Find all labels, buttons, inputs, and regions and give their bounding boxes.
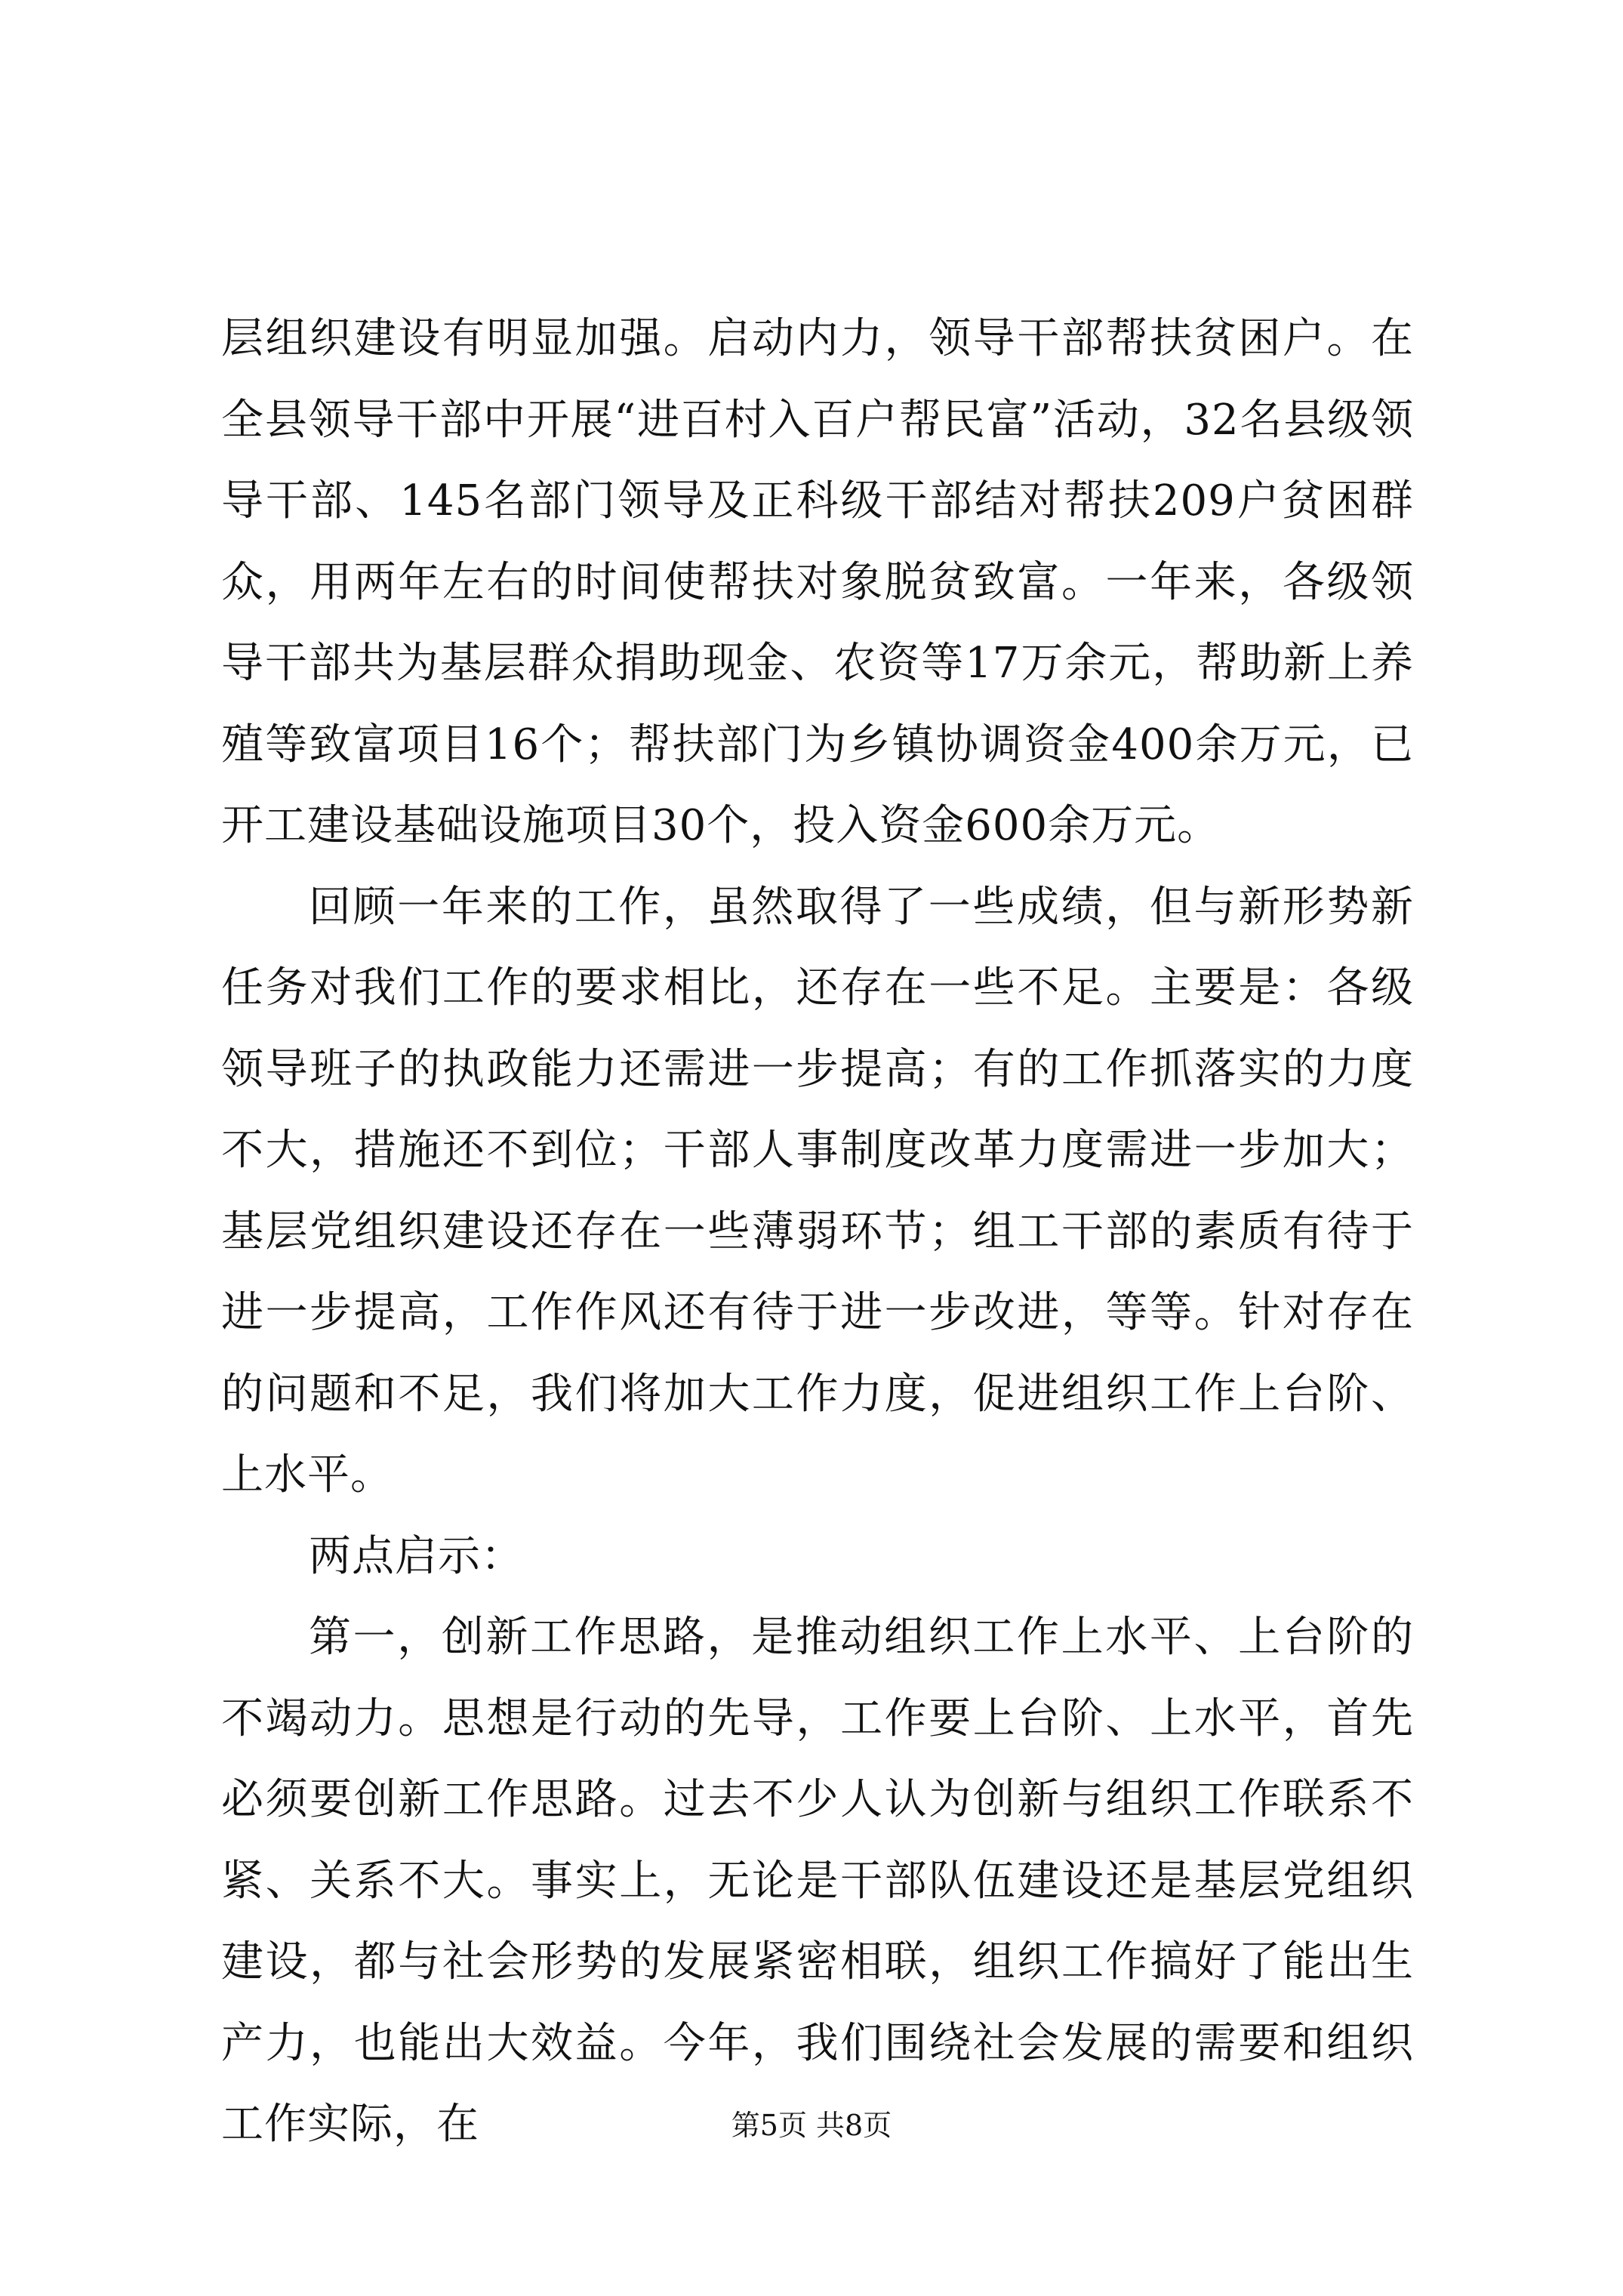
paragraph-insights-heading: 两点启示： [309,1531,524,1581]
paragraph-continuation: 层组织建设有明显加强。启动内力，领导干部帮扶贫困户。在全县领导干部中开展“进百村入百户帮民富”活动，32名县级领导干部、145名部门领导及正科级干部结对帮扶209户贫困群众，用两年左右的时间使帮扶对象脱贫致富。一年来，各级领导干部共为基层群众捐助现金、农资等17万余元，帮助新上养殖等致富项目16个；帮扶部门为乡镇协调资金400余万元，已开工建设基础设施项目30个，投入资金600余万元。 [221,314,1415,850]
paragraph-review: 回顾一年来的工作，虽然取得了一些成绩，但与新形势新任务对我们工作的要求相比，还存在一些不足。主要是：各级领导班子的执政能力还需进一步提高；有的工作抓落实的力度不大，措施还不到位；干部人事制度改革力度需进一步加大；基层党组织建设还存在一些薄弱环节；组工干部的素质有待于进一步提高，工作作风还有待于进一步改进，等等。针对存在的问题和不足，我们将加大工作力度，促进组织工作上台阶、上水平。 [221,882,1414,1499]
page-footer: 第5页 共8页 [731,2109,892,2142]
document-body [221,298,1414,2165]
paragraph-first-insight: 第一，创新工作思路，是推动组织工作上水平、上台阶的不竭动力。思想是行动的先导，工作要上台阶、上水平，首先必须要创新工作思路。过去不少人认为创新与组织工作联系不紧、关系不大。事实上，无论是干部队伍建设还是基层党组织建设，都与社会形势的发展紧密相联，组织工作搞好了能出生产力，也能出大效益。今年，我们围绕社会发展的需要和组织工作实际，在 [221,1613,1414,2149]
